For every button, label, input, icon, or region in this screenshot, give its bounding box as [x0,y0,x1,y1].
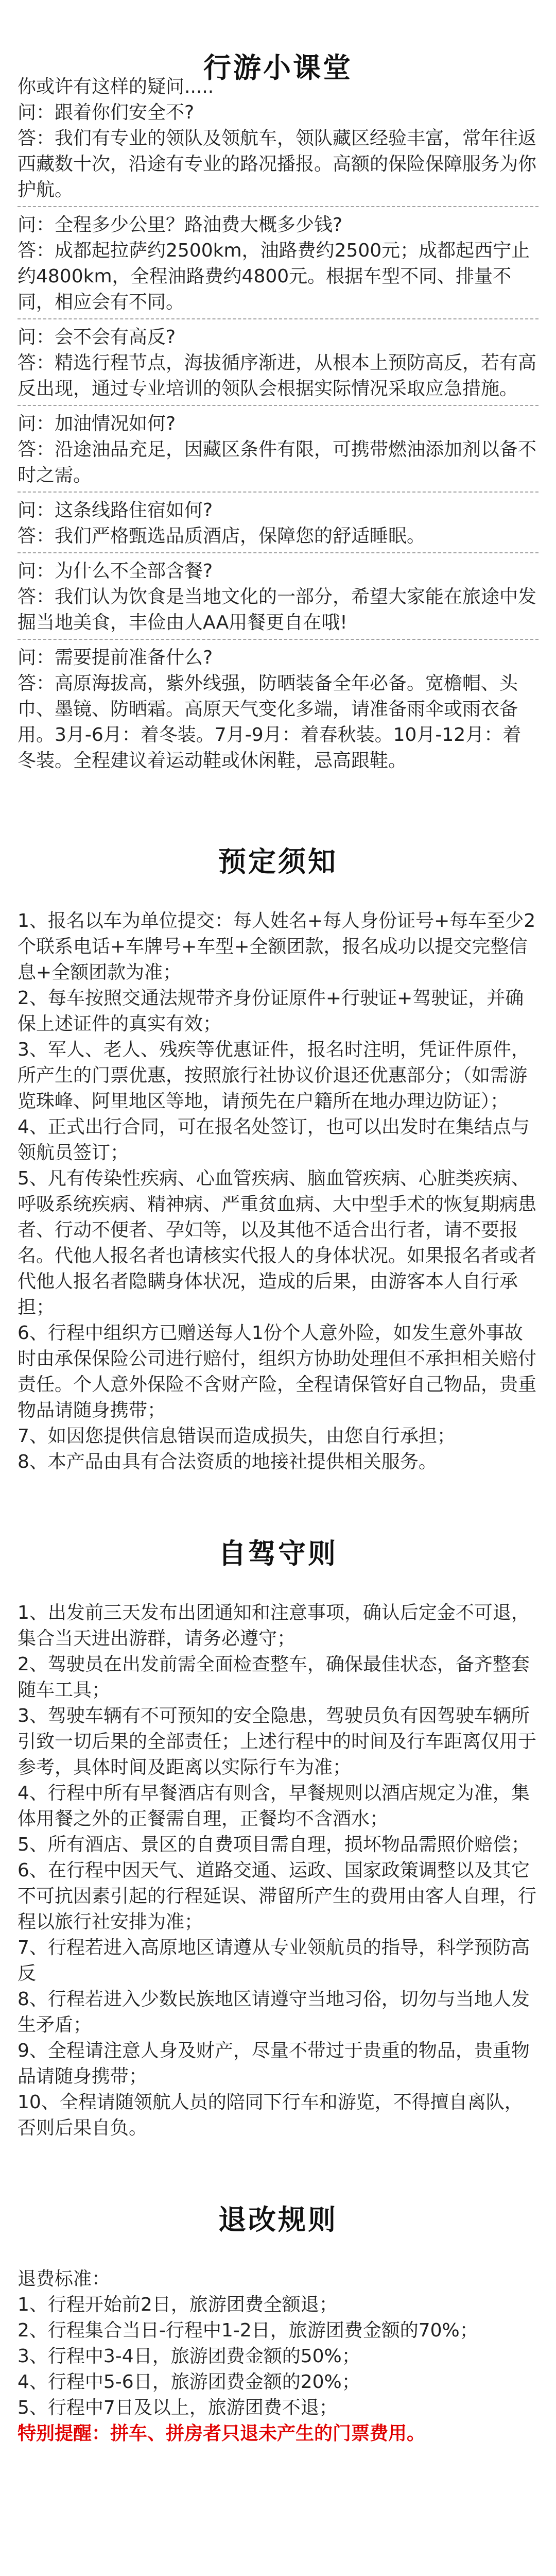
dashed-divider [18,492,538,493]
answer: 答：高原海拔高，紫外线强，防晒装备全年必备。宽檐帽、头巾、墨镜、防晒霜。高原天气变化多端，请准备雨伞或雨衣备用。3月-6月：着冬装。7月-9月：着春秋装。10月-12月：着冬装。全程建议着运动鞋或休闲鞋，忌高跟鞋。 [18,673,522,771]
list-item: 7、如因您提供信息错误而造成损失，由您自行承担； [18,1426,456,1447]
list-item: 3、行程中3-4日，旅游团费金额的50%； [18,2346,360,2367]
qa-item-5 [18,498,538,549]
list-item: 7、行程若进入高原地区请遵从专业领航员的指导，科学预防高反 [18,1937,530,1984]
list-item: 5、所有酒店、景区的自费项目需自理，损坏物品需照价赔偿； [18,1834,530,1855]
answer: 答：精选行程节点，海拔循序渐进，从根本上预防高反，若有高反出现，通过专业培训的领队会根据实际情况采取应急措施。 [18,352,537,399]
refund-list [18,2266,538,2447]
list-item: 3、军人、老人、残疾等优惠证件，报名时注明，凭证件原件，所产生的门票优惠，按照旅行社协议价退还优惠部分；（如需游览珠峰、阿里地区等地，请预先在户籍所在地办理边防证）； [18,1039,530,1112]
warning-notice: 特别提醒：拼车、拼房者只退未产生的门票费用。 [18,2423,426,2444]
refund-title: 退改规则 [218,2204,338,2236]
refund-label: 退费标准： [18,2268,111,2290]
list-item: 6、行程中组织方已赠送每人1份个人意外险，如发生意外事故时由承保保险公司进行赔付，组织方协助处理但不承担相关赔付责任。个人意外保险不含财产险，全程请保管好自己物品，贵重物品请随身携带； [18,1323,537,1421]
qa-item-2 [18,212,538,315]
list-item: 5、凡有传染性疾病、心血管疾病、脑血管疾病、心脏类疾病、呼吸系统疾病、精神病、严重贫血病、大中型手术的恢复期病患者、行动不便者、孕妇等，以及其他不适合出行者，请不要报名。代他人报名者也请核实代报人的身体状况。如果报名者或者代他人报名者隐瞒身体状况，造成的后果，由游客本人自行承担； [18,1168,537,1318]
list-item: 4、行程中5-6日，旅游团费金额的20%； [18,2371,360,2393]
booking-title: 预定须知 [218,845,338,878]
driving-title: 自驾守则 [218,1537,338,1570]
classroom-title: 行游小课堂 [203,52,353,84]
question: 问：加油情况如何? [18,413,176,434]
question: 问：需要提前准备什么? [18,647,213,668]
list-item: 4、正式出行合同，可在报名处签订，也可以出发时在集结点与领航员签订； [18,1116,530,1163]
qa-item-3 [18,325,538,402]
list-item: 4、行程中所有早餐酒店有则含，早餐规则以酒店规定为准，集体用餐之外的正餐需自理，正餐均不含酒水； [18,1783,530,1829]
answer: 答：成都起拉萨约2500km，油路费约2500元；成都起西宁止约4800km，全程油路费约4800元。根据车型不同、排量不同，相应会有不同。 [18,240,530,313]
question: 问：会不会有高反? [18,327,176,348]
list-item: 6、在行程中因天气、道路交通、运政、国家政策调整以及其它不可抗因素引起的行程延误、滞留所产生的费用由客人自理，行程以旅行社安排为准； [18,1860,537,1933]
qa-item-6 [18,558,538,636]
list-item: 1、行程开始前2日，旅游团费全额退； [18,2294,338,2315]
dashed-divider [18,405,538,406]
qa-item-1 [18,100,538,203]
question: 问：跟着你们安全不? [18,102,195,123]
answer: 答：沿途油品充足，因藏区条件有限，可携带燃油添加剂以备不时之需。 [18,439,537,486]
dashed-divider [18,206,538,207]
dashed-divider [18,639,538,640]
driving-list [18,1600,538,2141]
question: 问：这条线路住宿如何? [18,500,213,521]
qa-item-4 [18,411,538,488]
answer: 答：我们有专业的领队及领航车，领队藏区经验丰富，常年往返西藏数十次，沿途有专业的路况播报。高额的保险保障服务为你护航。 [18,128,537,200]
list-item: 10、全程请随领航人员的陪同下行车和游览，不得擅自离队，否则后果自负。 [18,2092,523,2139]
list-item: 1、出发前三天发布出团通知和注意事项，确认后定金不可退，集合当天进出游群，请务必遵守； [18,1602,530,1649]
list-item: 9、全程请注意人身及财产，尽量不带过于贵重的物品，贵重物品请随身携带； [18,2040,530,2087]
list-item: 8、本产品由具有合法资质的地接社提供相关服务。 [18,1451,437,1472]
list-item: 5、行程中7日及以上，旅游团费不退； [18,2397,338,2418]
classroom-intro: 你或许有这样的疑问..... [18,76,214,97]
qa-item-7 [18,645,538,774]
list-item: 2、行程集合当日-行程中1-2日，旅游团费金额的70%； [18,2320,478,2341]
answer: 答：我们严格甄选品质酒店，保障您的舒适睡眠。 [18,526,426,547]
booking-list [18,908,538,1475]
list-item: 2、驾驶员在出发前需全面检查整车，确保最佳状态，备齐整套随车工具； [18,1654,530,1701]
answer: 答：我们认为饮食是当地文化的一部分，希望大家能在旅途中发掘当地美食，丰俭由人AA用餐更自在哦! [18,586,537,633]
dashed-divider [18,552,538,553]
list-item: 8、行程若进入少数民族地区请遵守当地习俗，切勿与当地人发生矛盾； [18,1989,530,2036]
list-item: 3、驾驶车辆有不可预知的安全隐患，驾驶员负有因驾驶车辆所引致一切后果的全部责任；上述行程中的时间及行车距离仅用于参考，具体时间及距离以实际行车为准； [18,1705,537,1778]
question: 问：全程多少公里？路油费大概多少钱? [18,214,343,235]
list-item: 2、每车按照交通法规带齐身份证原件+行驶证+驾驶证，并确保上述证件的真实有效； [18,988,524,1035]
list-item: 1、报名以车为单位提交：每人姓名+每人身份证号+每车至少2个联系电话+车牌号+车型+全额团款，报名成功以提交完整信息+全额团款为准； [18,910,536,983]
dashed-divider [18,318,538,319]
question: 问：为什么不全部含餐? [18,561,213,582]
